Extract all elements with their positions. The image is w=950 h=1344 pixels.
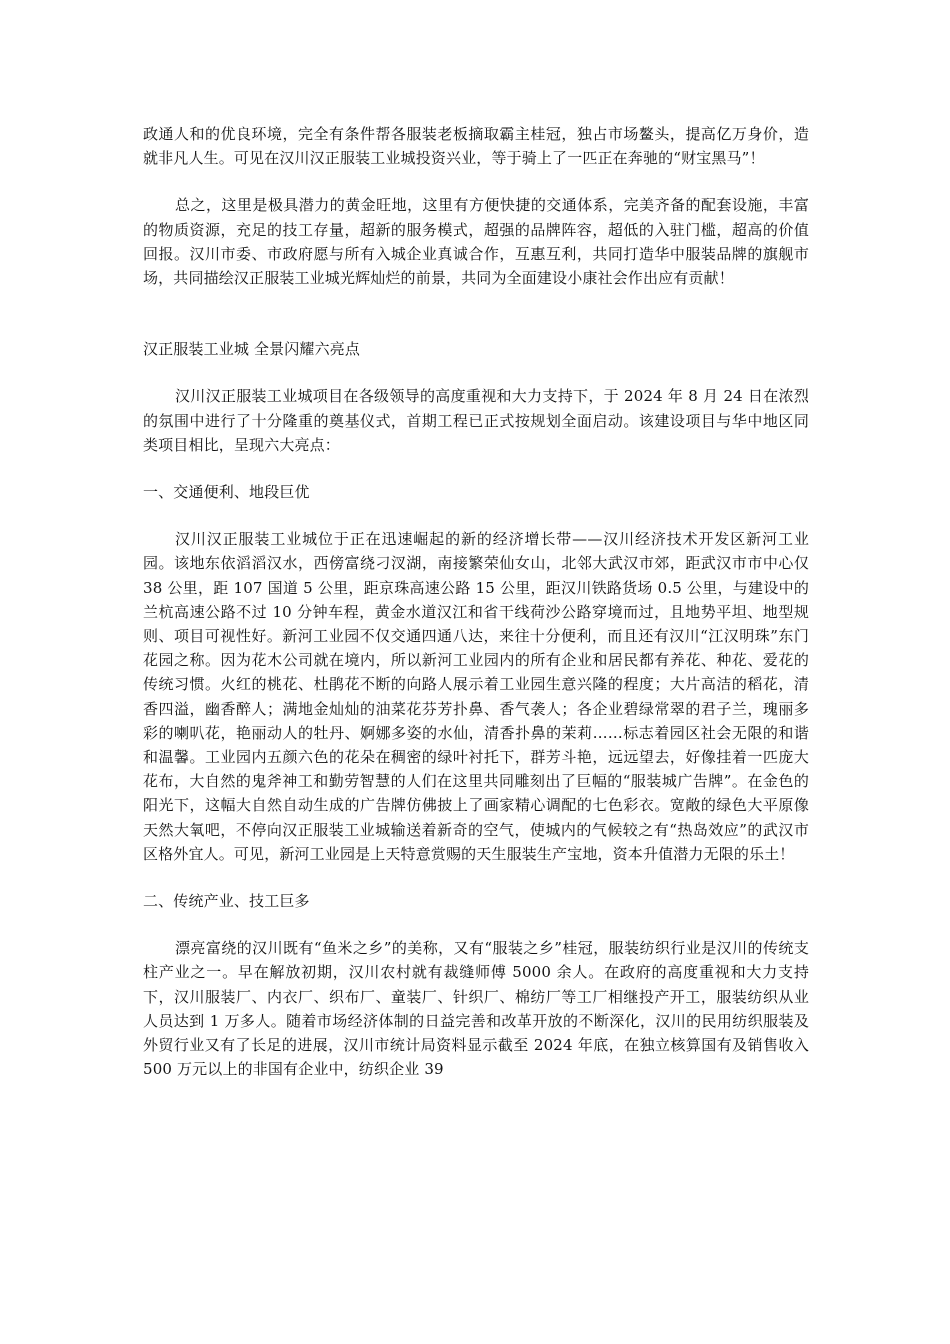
paragraph-transport: 汉川汉正服装工业城位于正在迅速崛起的新的经济增长带——汉川经济技术开发区新河工业园。该地东依滔滔汉水，西傍富绕刁汊湖，南接繁荣仙女山，北邻大武汉市郊，距武汉市市中心仅 38 公里，距 107 国道 5 公里，距京珠高速公路 15 公里，距汉川铁路货场 0.5 公里，与建设中的兰杭高速公路不过 10 分钟车程，黄金水道汉江和省干线荷沙公路穿境而过，且地势平坦、地型规则、项目可视性好。新河工业园不仅交通四通八达，来往十分便利，而且还有汉川“江汉明珠”东门花园之称。因为花木公司就在境内，所以新河工业园内的所有企业和居民都有养花、种花、爱花的传统习惯。火红的桃花、杜鹃花不断的向路人展示着工业园生意兴隆的程度；大片高洁的稻花，清香四溢，幽香醉人；满地金灿灿的油菜花芬芳扑鼻、香气袭人；各企业碧绿常翠的君子兰，瑰丽多彩的喇叭花，艳丽动人的牡丹、婀娜多姿的水仙，清香扑鼻的茉莉……标志着园区社会无限的和谐和温馨。工业园内五颜六色的花朵在稠密的绿叶衬托下，群芳斗艳，远远望去，好像挂着一匹庞大花布，大自然的鬼斧神工和勤劳智慧的人们在这里共同雕刻出了巨幅的“服装城广告牌”。在金色的阳光下，这幅大自然自动生成的广告牌仿佛披上了画家精心调配的七色彩衣。宽敞的绿色大平原像天然大氧吧，不停向汉正服装工业城输送着新奇的空气，使城内的气候较之有“热岛效应”的武汉市区格外宜人。可见，新河工业园是上天特意赏赐的天生服装生产宝地，资本升值潜力无限的乐土！: [143, 530, 809, 863]
paragraph-continued: 政通人和的优良环境，完全有条件帮各服装老板摘取霸主桂冠，独占市场鳌头，提高亿万身价，造就非凡人生。可见在汉川汉正服装工业城投资兴业，等于骑上了一匹正在奔驰的“财宝黑马”！: [143, 125, 809, 168]
paragraph-industry: 漂亮富绕的汉川既有“鱼米之乡”的美称，又有“服装之乡”桂冠，服装纺织行业是汉川的传统支柱产业之一。早在解放初期，汉川农村就有裁缝师傅 5000 余人。在政府的高度重视和大力支持下，汉川服装厂、内衣厂、织布厂、童装厂、针织厂、棉纺厂等工厂相继投产开工，服装纺织从业人员达到 1 万多人。随着市场经济体制的日益完善和改革开放的不断深化，汉川的民用纺织服装及外贸行业又有了长足的进展，汉川市统计局资料显示截至 2024 年底，在独立核算国有及销售收入 500 万元以上的非国有企业中，纺织企业 39: [143, 939, 809, 1079]
document-body: [143, 122, 809, 1082]
paragraph-intro: 汉川汉正服装工业城项目在各级领导的高度重视和大力支持下，于 2024 年 8 月 24 日在浓烈的氛围中进行了十分隆重的奠基仪式，首期工程已正式按规划全面启动。该建设项目与华中地区同类项目相比，呈现六大亮点：: [143, 387, 809, 454]
section-title: 汉正服装工业城 全景闪耀六亮点: [143, 340, 361, 359]
subheading-industry: 二、传统产业、技工巨多: [143, 892, 310, 911]
subheading-transport: 一、交通便利、地段巨优: [143, 483, 310, 502]
paragraph-summary: 总之，这里是极具潜力的黄金旺地，这里有方便快捷的交通体系，完美齐备的配套设施，丰富的物质资源，充足的技工存量，超新的服务模式，超强的品牌阵容，超低的入驻门槛，超高的价值回报。汉川市委、市政府愿与所有入城企业真诚合作，互惠互利，共同打造华中服装品牌的旗舰市场，共同描绘汉正服装工业城光辉灿烂的前景，共同为全面建设小康社会作出应有贡献！: [143, 196, 809, 288]
